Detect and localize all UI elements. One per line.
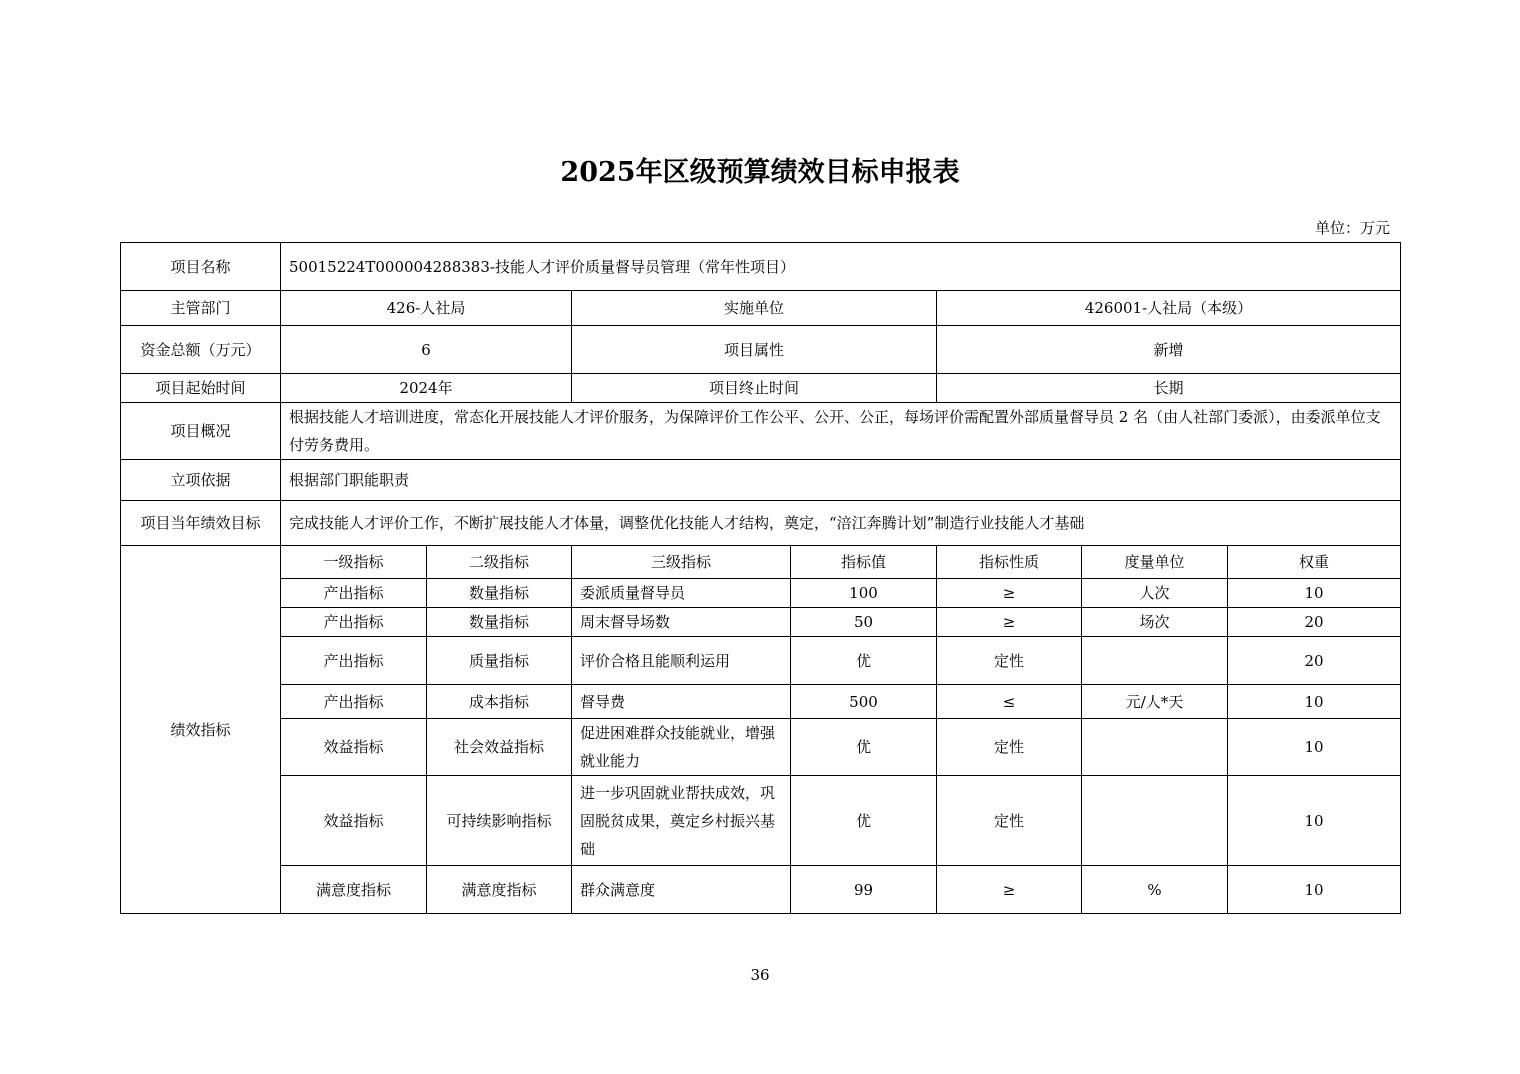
goal-value: 完成技能人才评价工作，不断扩展技能人才体量，调整优化技能人才结构，奠定，“涪江奔腾计划”制造行业技能人才基础 [281,501,1401,546]
header-level2: 二级指标 [427,546,572,579]
end-value: 长期 [937,374,1401,403]
indicator-value: 100 [791,579,937,608]
indicator-value: 优 [791,776,937,866]
row-project-name [121,243,1401,291]
indicator-nature: ≥ [937,579,1082,608]
indicator-level2: 数量指标 [427,608,572,637]
row-time [121,374,1401,403]
indicator-unit: 场次 [1082,608,1228,637]
indicator-weight: 20 [1228,637,1401,685]
indicator-level2: 社会效益指标 [427,719,572,776]
project-name-label: 项目名称 [121,243,281,291]
indicators-section-label: 绩效指标 [121,546,281,914]
table-row [121,579,1401,608]
indicator-level2: 可持续影响指标 [427,776,572,866]
goal-label: 项目当年绩效目标 [121,501,281,546]
indicator-nature: 定性 [937,637,1082,685]
indicator-value: 优 [791,637,937,685]
indicator-unit [1082,776,1228,866]
page-number: 36 [750,966,770,984]
dept-value: 426-人社局 [281,291,572,326]
table-row [121,637,1401,685]
indicator-weight: 10 [1228,776,1401,866]
indicator-level3: 进一步巩固就业帮扶成效，巩固脱贫成果，奠定乡村振兴基础 [572,776,791,866]
indicator-level3: 委派质量督导员 [572,579,791,608]
indicator-level3: 群众满意度 [572,866,791,914]
indicator-level1: 产出指标 [281,685,427,719]
indicator-unit [1082,637,1228,685]
impl-label: 实施单位 [572,291,937,326]
indicator-unit: 元/人*天 [1082,685,1228,719]
header-level1: 一级指标 [281,546,427,579]
report-title: 2025年区级预算绩效目标申报表 [560,157,960,188]
indicator-level2: 质量指标 [427,637,572,685]
indicator-value: 50 [791,608,937,637]
indicator-level1: 满意度指标 [281,866,427,914]
indicator-nature: 定性 [937,776,1082,866]
indicator-level2: 数量指标 [427,579,572,608]
indicator-nature: ≤ [937,685,1082,719]
table-row [121,866,1401,914]
basis-value: 根据部门职能职责 [281,460,1401,501]
row-goal [121,501,1401,546]
start-value: 2024年 [281,374,572,403]
table-row [121,776,1401,866]
indicator-level1: 产出指标 [281,579,427,608]
header-weight: 权重 [1228,546,1401,579]
indicator-weight: 10 [1228,685,1401,719]
indicator-unit: 人次 [1082,579,1228,608]
indicator-nature: 定性 [937,719,1082,776]
indicator-level3: 督导费 [572,685,791,719]
indicator-level2: 成本指标 [427,685,572,719]
indicator-header-row [121,546,1401,579]
impl-value: 426001-人社局（本级） [937,291,1401,326]
indicator-value: 500 [791,685,937,719]
overview-label: 项目概况 [121,403,281,460]
indicator-level3: 周末督导场数 [572,608,791,637]
indicator-nature: ≥ [937,866,1082,914]
fund-value: 6 [281,326,572,374]
table-row [121,719,1401,776]
table-row [121,608,1401,637]
row-overview [121,403,1401,460]
budget-performance-table [120,242,1401,914]
indicator-weight: 10 [1228,719,1401,776]
indicator-unit: % [1082,866,1228,914]
indicator-weight: 10 [1228,579,1401,608]
indicator-level1: 效益指标 [281,719,427,776]
attr-label: 项目属性 [572,326,937,374]
project-name-value: 50015224T000004288383-技能人才评价质量督导员管理（常年性项目） [281,243,1401,291]
basis-label: 立项依据 [121,460,281,501]
indicator-level3: 促进困难群众技能就业，增强就业能力 [572,719,791,776]
row-basis [121,460,1401,501]
unit-label: 单位：万元 [1314,219,1390,237]
dept-label: 主管部门 [121,291,281,326]
header-level3: 三级指标 [572,546,791,579]
row-fund [121,326,1401,374]
header-nature: 指标性质 [937,546,1082,579]
fund-label: 资金总额（万元） [121,326,281,374]
indicator-unit [1082,719,1228,776]
start-label: 项目起始时间 [121,374,281,403]
end-label: 项目终止时间 [572,374,937,403]
row-department [121,291,1401,326]
indicator-level2: 满意度指标 [427,866,572,914]
indicator-value: 99 [791,866,937,914]
indicator-level1: 产出指标 [281,637,427,685]
indicator-level1: 产出指标 [281,608,427,637]
indicator-nature: ≥ [937,608,1082,637]
indicator-weight: 20 [1228,608,1401,637]
indicator-level1: 效益指标 [281,776,427,866]
indicator-value: 优 [791,719,937,776]
attr-value: 新增 [937,326,1401,374]
header-value: 指标值 [791,546,937,579]
overview-value: 根据技能人才培训进度，常态化开展技能人才评价服务，为保障评价工作公平、公开、公正，每场评价需配置外部质量督导员 2 名（由人社部门委派），由委派单位支付劳务费用。 [281,403,1401,460]
indicator-weight: 10 [1228,866,1401,914]
table-row [121,685,1401,719]
header-unit: 度量单位 [1082,546,1228,579]
indicator-level3: 评价合格且能顺利运用 [572,637,791,685]
